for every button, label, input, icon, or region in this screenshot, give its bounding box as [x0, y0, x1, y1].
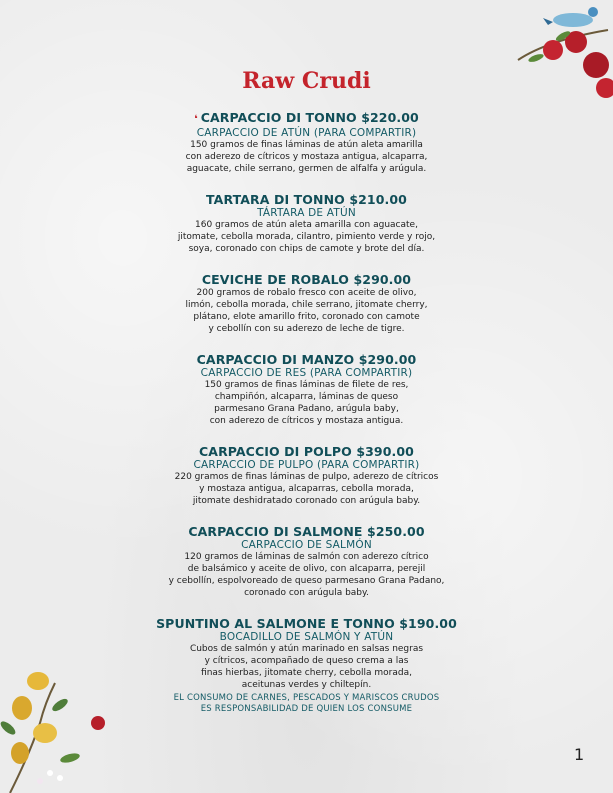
dish-description: 150 gramos de finas láminas de atún aleta amarilla con aderezo de cítricos y mostaza antigua, alcaparra, aguacate, chile serrano, germen de alfalfa y arúgula.	[185, 140, 428, 174]
pepper-icon: ❛	[194, 114, 198, 125]
dish-item	[140, 444, 473, 507]
dish-subtitle: CARPACCIO DE ATÚN (PARA COMPARTIR)	[196, 127, 417, 139]
dish-item	[140, 616, 473, 691]
dish-description: 220 gramos de finas láminas de pulpo, aderezo de cítricos y mostaza antigua, alcaparras, cebolla morada, jitomate deshidratado coronado con arúgula baby.	[174, 472, 439, 506]
dish-name: CEVICHE DE ROBALO $290.00	[201, 272, 412, 287]
dish-name: SPUNTINO AL SALMONE E TONNO $190.00	[156, 616, 457, 631]
dish-subtitle: BOCADILLO DE SALMÓN Y ATÚN	[219, 631, 394, 643]
dish-name: CARPACCIO DI MANZO $290.00	[196, 352, 417, 367]
dish-item	[140, 524, 473, 599]
dish-description: 120 gramos de láminas de salmón con aderezo cítrico de balsámico y aceite de olivo, con alcaparra, perejil y cebollín, espolvoreado de queso parmesano Grana Padano, coronado con arúgula baby.	[168, 552, 445, 598]
dish-subtitle: CARPACCIO DE RES (PARA COMPARTIR)	[200, 367, 413, 379]
dish-description: 160 gramos de atún aleta amarilla con aguacate, jitomate, cebolla morada, cilantro, pimiento verde y rojo, soya, coronado con chips de camote y brote del día.	[177, 220, 436, 254]
dish-item	[140, 110, 473, 175]
dish-name: ❛ CARPACCIO DI TONNO $220.00	[194, 110, 419, 125]
page-number: 1	[574, 745, 585, 764]
dish-name: CARPACCIO DI POLPO $390.00	[199, 444, 414, 459]
dish-item	[140, 192, 473, 255]
page-title: Raw Crudi	[242, 68, 371, 94]
dish-description: 200 gramos de robalo fresco con aceite de olivo, limón, cebolla morada, chile serrano, jitomate cherry, plátano, elote amarillo frito, coronado con camote y cebollín con su aderezo de leche de tigre.	[185, 288, 428, 334]
dish-subtitle: CARPACCIO DE PULPO (PARA COMPARTIR)	[193, 459, 420, 471]
dish-name: CARPACCIO DI SALMONE $250.00	[188, 524, 425, 539]
dish-name: TARTARA DI TONNO $210.00	[206, 192, 407, 207]
dish-subtitle: TÁRTARA DE ATÚN	[257, 207, 356, 219]
dish-item	[140, 272, 473, 335]
dish-description: Cubos de salmón y atún marinado en salsas negras y cítricos, acompañado de queso crema a las finas hierbas, jitomate cherry, cebolla morada, aceitunas verdes y chiltepín.	[189, 644, 424, 690]
dish-description: 150 gramos de finas láminas de filete de res, champiñón, alcaparra, láminas de queso parmesano Grana Padano, arúgula baby, con aderezo de cítricos y mostaza antigua.	[204, 380, 409, 426]
citrus-branch-illustration	[0, 663, 120, 793]
raw-food-disclaimer: EL CONSUMO DE CARNES, PESCADOS Y MARISCOS CRUDOS ES RESPONSABILIDAD DE QUIEN LOS CONSUME	[173, 693, 440, 714]
dish-subtitle: CARPACCIO DE SALMÓN	[241, 539, 372, 551]
dish-list	[140, 110, 473, 708]
dish-item	[140, 352, 473, 427]
